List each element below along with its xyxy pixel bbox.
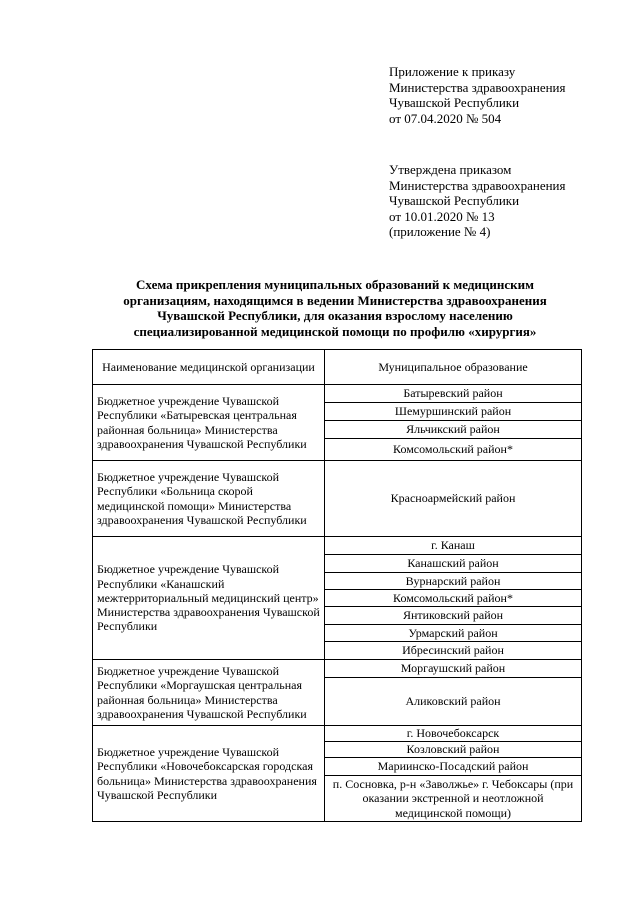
- attachment-scheme-table: [92, 349, 582, 822]
- note-line: Министерства здравоохранения: [389, 79, 566, 95]
- municipality-cell: Канашский район: [325, 555, 582, 573]
- note-line: Утверждена приказом: [389, 162, 512, 177]
- note-line: Чувашской Республики: [389, 95, 520, 110]
- table-header-row: [93, 350, 582, 385]
- title-line: Чувашской Республики, для оказания взрослому населению: [157, 308, 513, 323]
- municipality-cell: п. Сосновка, р-н «Заволжье» г. Чебоксары (при оказании экстренной и неотложной медицинской помощи): [325, 776, 582, 822]
- table-row: [93, 726, 582, 742]
- note-line: от 10.01.2020 № 13: [389, 208, 495, 224]
- municipality-cell: г. Новочебоксарск: [325, 726, 582, 742]
- municipality-cell: Моргаушский район: [325, 660, 582, 678]
- organization-cell: Бюджетное учреждение Чувашской Республики «Моргаушская центральная районная больница» Министерства здравоохранения Чувашской Республики: [93, 660, 325, 726]
- table-row: [93, 537, 582, 555]
- municipality-cell: Красноармейский район: [325, 461, 582, 537]
- title-line: организациям, находящимся в ведении Министерства здравоохранения: [123, 292, 547, 308]
- municipality-cell: Комсомольский район*: [325, 439, 582, 461]
- organization-cell: Бюджетное учреждение Чувашской Республики «Новочебоксарская городская больница» Министерства здравоохранения Чувашской Республики: [93, 726, 325, 822]
- organization-cell: Бюджетное учреждение Чувашской Республики «Батыревская центральная районная больница» Министерства здравоохранения Чувашской Республики: [93, 385, 325, 461]
- table-row: [93, 385, 582, 403]
- note-line: Чувашской Республики: [389, 193, 520, 208]
- municipality-cell: г. Канаш: [325, 537, 582, 555]
- title-line: Схема прикрепления муниципальных образований к медицинским: [136, 277, 534, 292]
- note-line: (приложение № 4): [389, 224, 491, 239]
- table-row: [93, 660, 582, 678]
- header-organization: Наименование медицинской организации: [93, 350, 325, 385]
- title-line: специализированной медицинской помощи по профилю «хирургия»: [133, 323, 537, 339]
- note-line: Приложение к приказу: [389, 64, 516, 79]
- municipality-cell: Янтиковский район: [325, 607, 582, 625]
- order-appendix-note: [389, 64, 566, 126]
- municipality-cell: Ибресинский район: [325, 642, 582, 660]
- municipality-cell: Комсомольский район*: [325, 590, 582, 607]
- table-row: [93, 461, 582, 537]
- organization-cell: Бюджетное учреждение Чувашской Республики «Канашский межтерриториальный медицинский центр» Министерства здравоохранения Чувашской Республики: [93, 537, 325, 660]
- note-line: от 07.04.2020 № 504: [389, 110, 502, 126]
- header-municipality: Муниципальное образование: [325, 350, 582, 385]
- organization-cell: Бюджетное учреждение Чувашской Республики «Больница скорой медицинской помощи» Министерства здравоохранения Чувашской Республики: [93, 461, 325, 537]
- municipality-cell: Яльчикский район: [325, 421, 582, 439]
- note-line: Министерства здравоохранения: [389, 177, 566, 193]
- municipality-cell: Вурнарский район: [325, 573, 582, 590]
- document-title: [95, 277, 575, 339]
- municipality-cell: Шемуршинский район: [325, 403, 582, 421]
- municipality-cell: Батыревский район: [325, 385, 582, 403]
- municipality-cell: Мариинско-Посадский район: [325, 758, 582, 776]
- municipality-cell: Козловский район: [325, 742, 582, 758]
- municipality-cell: Аликовский район: [325, 678, 582, 726]
- municipality-cell: Урмарский район: [325, 625, 582, 642]
- approval-note: [389, 162, 566, 240]
